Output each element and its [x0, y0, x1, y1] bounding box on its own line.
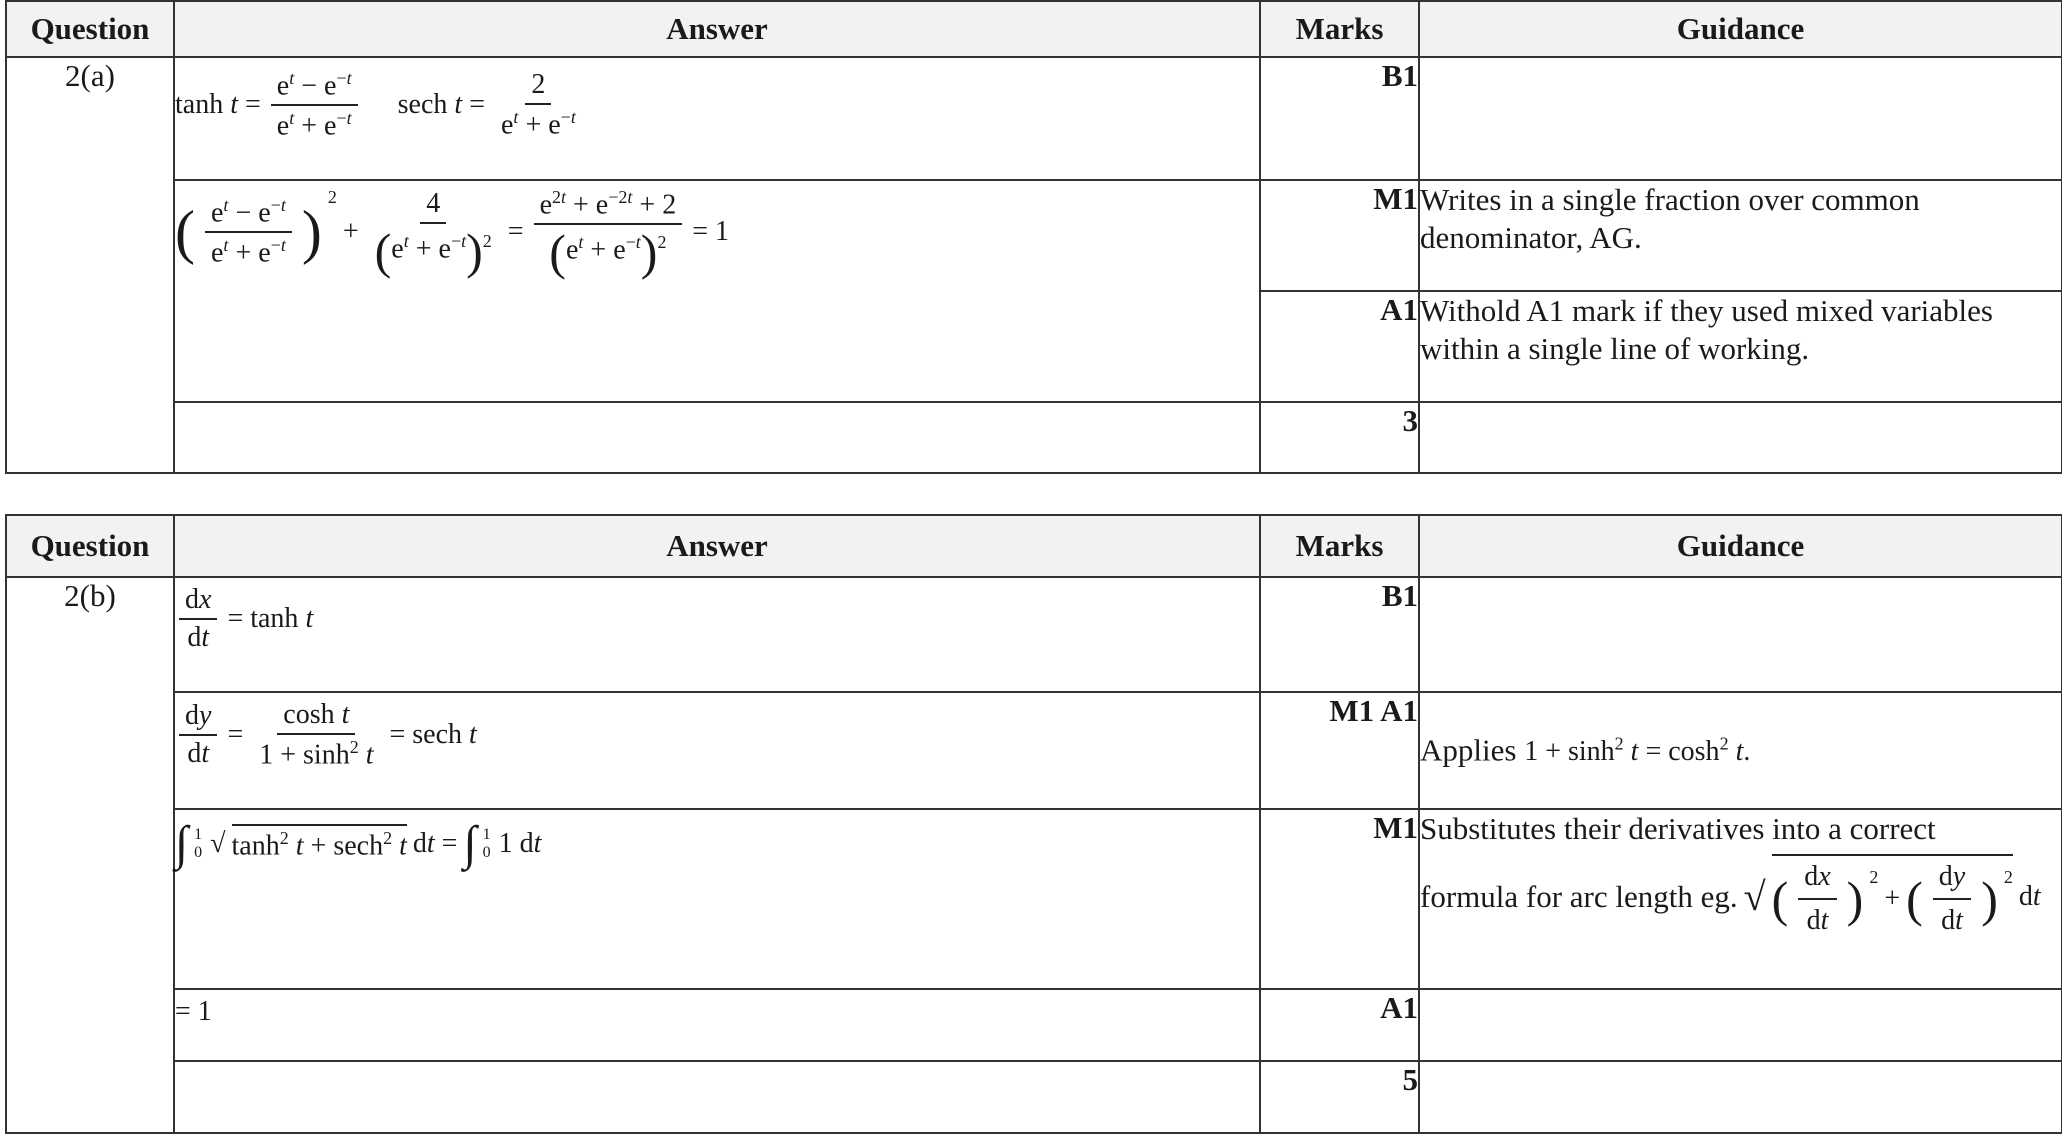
mark-b1: B1	[1260, 577, 1419, 692]
question-number: 2(b)	[6, 577, 174, 1133]
question-number: 2(a)	[6, 57, 174, 473]
guidance-row3: Withold A1 mark if they used mixed variables within a single line of working.	[1419, 291, 2062, 402]
arc-length-formula: √ ( $\frac{dx}{dt}$ ) $^2$ + ( $\frac{dy}{dt}$ ) $^2$ dt	[1744, 854, 2041, 940]
guidance-row2: Writes in a single fraction over common denominator, AG.	[1419, 180, 2062, 291]
guidance-row4	[1419, 402, 2062, 473]
sech-result: = sech t	[389, 719, 477, 751]
mark-total: 3	[1260, 402, 1419, 473]
tanh-result: = tanh t	[227, 603, 314, 634]
integral-sign: ∫	[175, 817, 189, 870]
mark-scheme-table-2a	[5, 0, 2062, 474]
header-marks: Marks	[1260, 515, 1419, 577]
left-paren: (	[175, 199, 195, 266]
answer-cell-dxdt	[174, 577, 1260, 692]
header-guidance: Guidance	[1419, 1, 2062, 57]
tanh-label: tanh t =	[175, 89, 261, 121]
mark-scheme-table-2b	[5, 514, 2062, 1134]
mark-m1a1: M1 A1	[1260, 692, 1419, 809]
four-fraction: $\frac{4}{(e^t + e^{-t})^2}$	[374, 188, 492, 280]
combined-fraction: $\frac{e^{2t} + e^{-2t} + 2}{(e^t + e^{-t})^2}$	[534, 187, 683, 277]
mark-total: 5	[1260, 1061, 1419, 1133]
answer-cell-integral: ∫ 1 0 √ $\tanh^2 t + \sec h^2$ t dt = ∫ 1 0 1 dt	[174, 809, 1260, 989]
header-guidance: Guidance	[1419, 515, 2062, 577]
answer-cell-total	[174, 402, 1260, 473]
guidance-row1	[1419, 57, 2062, 180]
mark-a1: A1	[1260, 291, 1419, 402]
header-answer: Answer	[174, 515, 1260, 577]
equals-one: = 1	[692, 216, 729, 248]
guidance-row3: Substitutes their derivatives into a correct formula for arc length eg. √ ( $\frac{dx}{dt}$ ) $^2$ + ( $\frac{dy}{dt}$ ) $^2$ dt	[1419, 809, 2062, 989]
mark-m1: M1	[1260, 809, 1419, 989]
header-question: Question	[6, 515, 174, 577]
sech-label: sech t =	[397, 89, 485, 121]
tanh-fraction: $\frac{e^t - e^{-t}}{e^t + e^{-t}}$	[271, 68, 358, 143]
dydt-fraction: $\frac{dy}{dt}$	[179, 700, 217, 770]
guidance-row1	[1419, 577, 2062, 692]
header-marks: Marks	[1260, 1, 1419, 57]
sech-fraction: $\frac{2}{e^t + e^{-t}}$	[500, 69, 576, 141]
answer-cell-definitions	[174, 57, 1260, 180]
answer-cell-dydt: $\frac{dy}{dt}$ = $\frac{\text{cosh t}}{1 + \sinh^2 t}$ = sech t	[174, 692, 1260, 809]
answer-cell-total	[174, 1061, 1260, 1133]
answer-cell-identity: ( $\frac{e^t - e^{-t}}{e^t + e^{-t}}$ ) $^2$ + $\frac{4}{(e^t + e^{-t})^2}$ = $\frac{e^{2t} + e^{-2t} + 2}{(e^t + e^{-t})^2}$ = 1	[174, 180, 1260, 402]
integral-sign-2: ∫	[463, 817, 477, 870]
mark-a1: A1	[1260, 989, 1419, 1061]
guidance-row4	[1419, 989, 2062, 1061]
header-question: Question	[6, 1, 174, 57]
right-paren: )	[301, 199, 322, 266]
guidance-row2: Applies $1 + \sinh^2 t = \cosh^2 t$.	[1419, 692, 2062, 809]
answer-cell-result: = 1	[174, 989, 1260, 1061]
guidance-row5	[1419, 1061, 2062, 1133]
cosh-fraction: $\frac{\text{cosh t}}{1 + \sinh^2 t}$	[259, 699, 374, 771]
header-answer: Answer	[174, 1, 1260, 57]
ratio-fraction: $\frac{e^t - e^{-t}}{e^t + e^{-t}}$	[205, 195, 292, 270]
mark-b1: B1	[1260, 57, 1419, 180]
dxdt-fraction: $\frac{dx}{dt}$	[179, 584, 217, 654]
mark-m1: M1	[1260, 180, 1419, 291]
